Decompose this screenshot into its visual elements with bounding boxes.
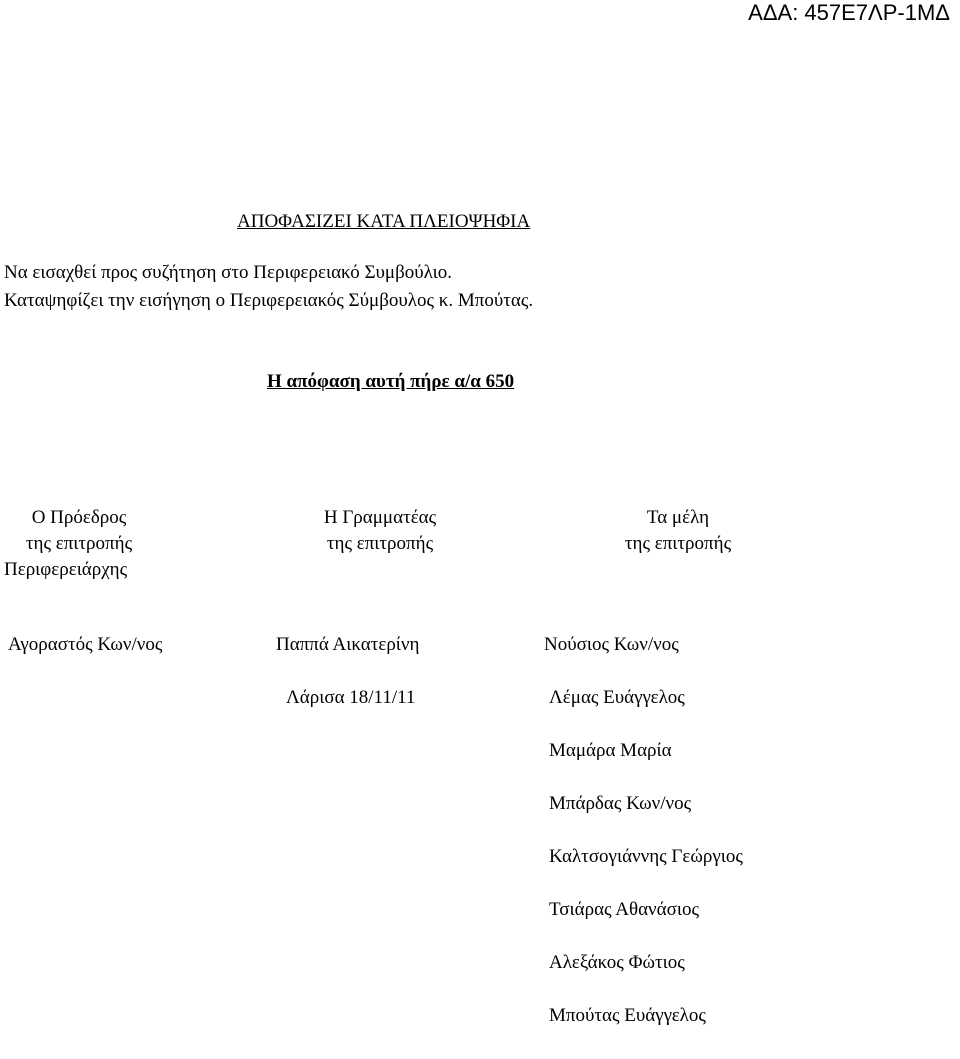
president-title: Ο Πρόεδρος <box>31 507 127 528</box>
secretary-name: Παππά Αικατερίνη <box>276 634 420 655</box>
ada-code: ΑΔΑ: 457Ε7ΛΡ-1ΜΔ <box>748 0 950 25</box>
president-signature-block <box>4 505 154 583</box>
member-name: Νούσιος Κων/νος <box>544 634 679 655</box>
members-title: Τα μέλη <box>646 507 710 528</box>
member-name: Τσιάρας Αθανάσιος <box>549 899 699 920</box>
place-date: Λάρισα 18/11/11 <box>286 687 416 708</box>
member-name: Αλεξάκος Φώτιος <box>549 952 685 973</box>
decision-number: Η απόφαση αυτή πήρε α/α 650 <box>267 371 515 392</box>
member-name: Μπάρδας Κων/νος <box>549 793 692 814</box>
president-subtitle: της επιτροπής <box>25 533 133 554</box>
secretary-title: Η Γραμματέας <box>323 507 437 528</box>
member-name: Μπούτας Ευάγγελος <box>549 1005 706 1026</box>
member-name: Λέμας Ευάγγελος <box>549 687 685 708</box>
secretary-signature-block <box>300 505 460 557</box>
members-subtitle: της επιτροπής <box>624 533 732 554</box>
members-list <box>544 635 743 1059</box>
president-role: Περιφερειάρχης <box>4 559 128 580</box>
text-line-2: Καταψηφίζει την εισήγηση ο Περιφερειακός Σύμβουλος κ. Μπούτας. <box>4 290 534 311</box>
member-name: Καλτσογιάννης Γεώργιος <box>549 846 743 867</box>
member-name: Μαμάρα Μαρία <box>549 740 672 761</box>
members-signature-block <box>598 505 758 557</box>
president-name: Αγοραστός Κων/νος <box>8 634 163 655</box>
decision-heading: ΑΠΟΦΑΣΙΖΕΙ ΚΑΤΑ ΠΛΕΙΟΨΗΦΙΑ <box>237 211 531 232</box>
secretary-subtitle: της επιτροπής <box>326 533 434 554</box>
text-line-1: Να εισαχθεί προς συζήτηση στο Περιφερειακό Συμβούλιο. <box>4 262 453 283</box>
